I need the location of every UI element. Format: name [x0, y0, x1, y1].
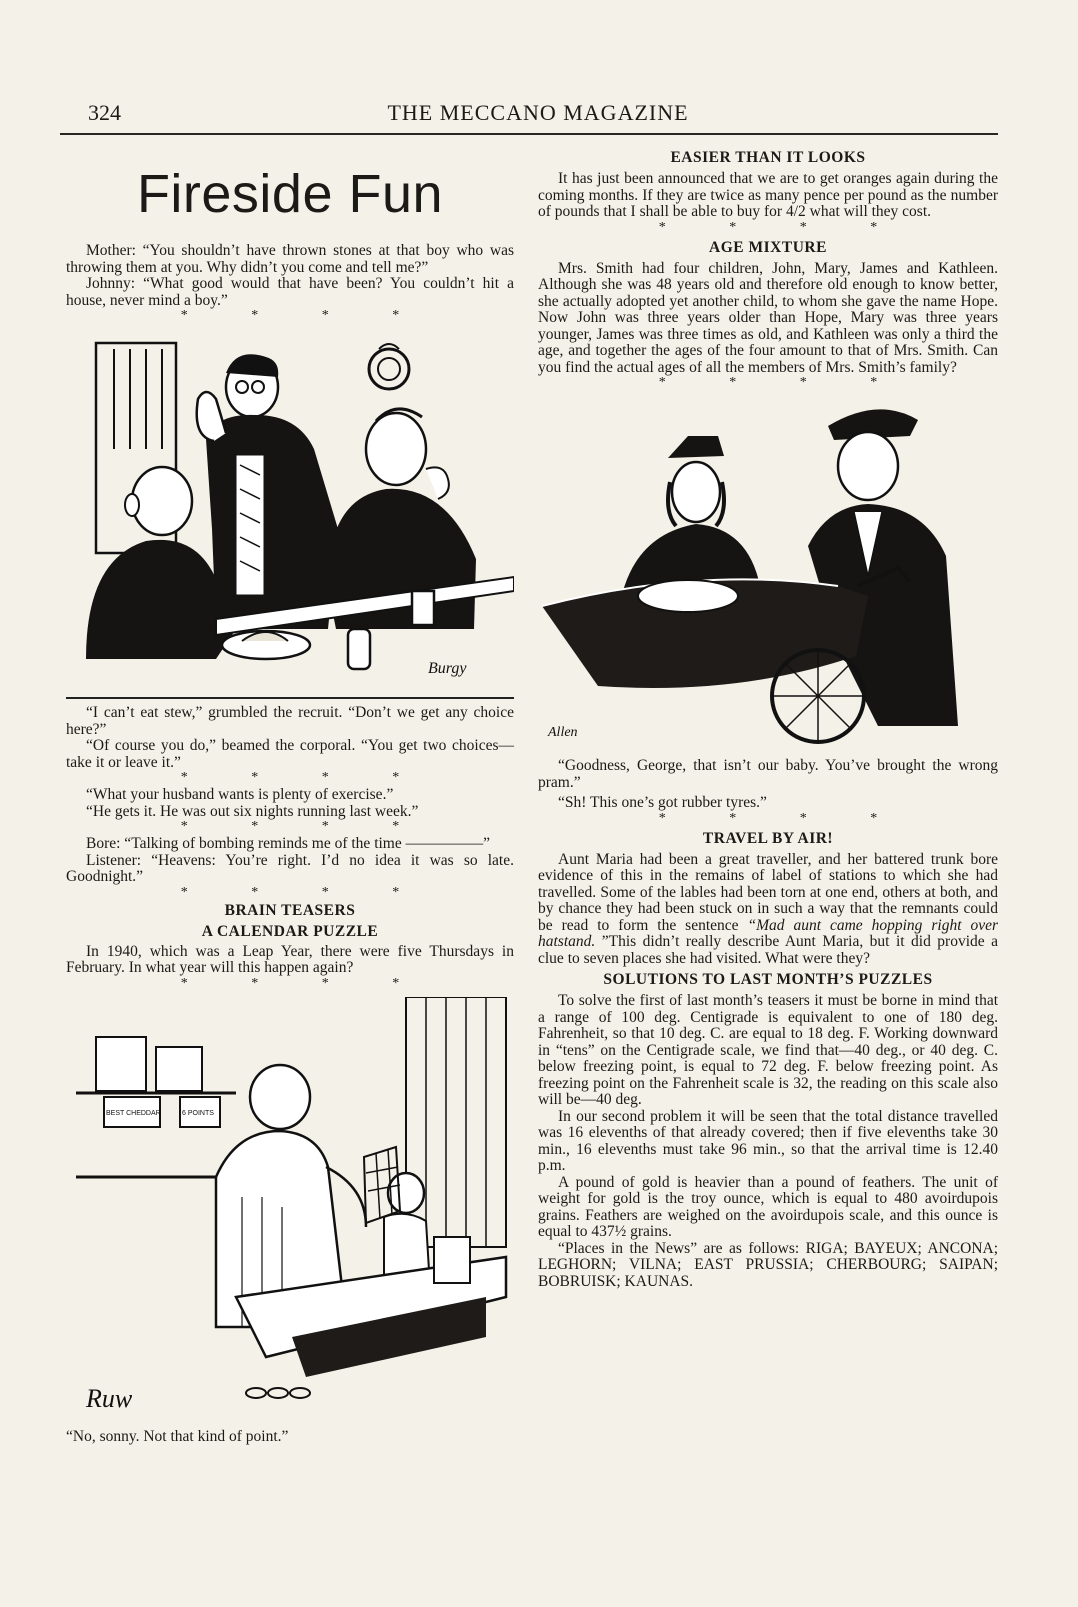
travel-text-part: Aunt Maria had been a great traveller, and her battered trunk bore evidence of this in the remains of label of stations to which she had travelled. Some of the lables had been torn at one end, others at both, and by chance they had been stuck on in such a way that the remnants could be read to form the sentence	[538, 850, 998, 934]
section-title: Fireside Fun	[136, 164, 444, 224]
stars-separator: * * * *	[180, 770, 430, 785]
easier-heading: EASIER THAN IT LOOKS	[670, 149, 866, 166]
travel-quote: “Mad aunt came hopping right over hatstand.	[538, 916, 998, 950]
solution-paragraph: “Places in the News” are as follows: RIGA; BAYEUX; ANCONA; LEGHORN; VILNA; EAST PRUSSIA; CHERBOURG; SAIPAN; BOBRUISK; KAUNAS.	[538, 1239, 998, 1290]
joke-paragraph: Bore: “Talking of bombing reminds me of the time —————”	[86, 835, 490, 852]
solution-paragraph: In our second problem it will be seen that the total distance travelled was 16 elevenths of that already covered; then if five elevenths take 30 min., 16 elevenths must take 96 min., so that the arrival time is 12.40 p.m.	[538, 1107, 998, 1174]
solutions-heading: SOLUTIONS TO LAST MONTH’S PUZZLES	[603, 971, 933, 988]
joke-paragraph: “He gets it. He was out six nights running last week.”	[86, 802, 419, 820]
right-column	[538, 145, 998, 1290]
age-mixture-heading: AGE MIXTURE	[709, 238, 827, 256]
artist-signature: Allen	[548, 725, 578, 740]
travel-text	[538, 852, 998, 968]
shop-sign-points-text: 6 POINTS	[182, 1109, 214, 1117]
travel-text-part: ”This didn’t really describe Aunt Maria, but it did provide a clue to seven places she had visited. What were they?	[538, 933, 998, 967]
joke-paragraph: Listener: “Heavens: You’re right. I’d no idea it was so late. Goodnight.”	[66, 851, 514, 885]
left-column	[66, 145, 514, 1445]
shop-sign-cheddar-text: BEST CHEDDAR	[106, 1109, 161, 1117]
stars-separator: * * * *	[658, 810, 908, 826]
stars-separator: * * * *	[658, 375, 908, 390]
stars-separator: * * * *	[180, 819, 430, 834]
stars-separator: * * * *	[658, 219, 908, 235]
easier-text: It has just been announced that we are to get oranges again during the coming months. If they are twice as many pence per pound as the number of pounds that I shall be able to buy for 4/2 what will they cost.	[538, 170, 998, 220]
cartoon-grocer	[66, 997, 514, 1423]
mug-illustration	[412, 591, 434, 625]
page-header	[88, 100, 988, 132]
solution-paragraph: A pound of gold is heavier than a pound of feathers. The unit of weight for gold is the troy ounce, which is equal to 480 avoirdupois grains. Feathers are weighed on the avoirdupois scale, and this ounce is equal to 437½ grains.	[538, 1173, 998, 1240]
calendar-puzzle-text: In 1940, which was a Leap Year, there were five Thursdays in February. In what year will this happen again?	[66, 942, 514, 976]
joke-paragraph: Mother: “You shouldn’t have thrown stones at that boy who was throwing them at you. Why didn’t you come and tell me?”	[66, 242, 514, 276]
page-number: 324	[88, 100, 121, 125]
magazine-title: THE MECCANO MAGAZINE	[387, 100, 689, 125]
cartoon-caption: “No, sonny. Not that kind of point.”	[66, 1427, 289, 1445]
stars-separator: * * * *	[180, 975, 430, 991]
joke-paragraph: Johnny: “What good would that have been? You couldn’t hit a house, never mind a boy.”	[66, 275, 514, 309]
stars-separator: * * * *	[180, 308, 430, 323]
travel-heading: TRAVEL BY AIR!	[702, 829, 834, 847]
age-mixture-text: Mrs. Smith had four children, John, Mary, James and Kathleen. Although she was 48 years old and therefore old enough to know better, she actually adopted yet another child, to whom she gave the name Hope. Now John was three years older than Hope, Mary was three years younger, James was three times as old, and Kathleen was only a third the age, and together the ages of the four amount to that of Mrs. Smith. Can you find the actual ages of all the members of Mrs. Smith’s family?	[538, 259, 998, 376]
cartoon-rule	[66, 697, 514, 699]
cartoon-caption: “Sh! This one’s got rubber tyres.”	[558, 794, 767, 811]
joke-paragraph: “Of course you do,” beamed the corporal. “You get two choices—take it or leave it.”	[66, 737, 514, 771]
header-rule	[60, 133, 998, 135]
solution-paragraph: To solve the first of last month’s teasers it must be borne in mind that a range of 100 deg. Centigrade is equivalent to one of 180 deg. Fahrenheit, so that 10 deg. C. are equal to 18 deg. F. Working downward in “tens” on the Centigrade scale, we find that—40 deg., or 40 deg. C. below freezing point, is equal to 72 deg. F. below freezing point. As freezing point on the Fahrenheit scale is 32, the reading on this scale also will be—40 deg.	[538, 992, 998, 1108]
cartoon-mess-hall	[66, 329, 514, 691]
calendar-puzzle-heading: A CALENDAR PUZZLE	[201, 922, 379, 940]
cartoon-caption: “Goodness, George, that isn’t our baby. You’ve brought the wrong pram.”	[538, 757, 998, 791]
joke-paragraph: “What your husband wants is plenty of exercise.”	[86, 786, 394, 803]
salt-shaker-illustration	[348, 629, 370, 669]
joke-paragraph: “I can’t eat stew,” grumbled the recruit. “Don’t we get any choice here?”	[66, 704, 514, 738]
cartoon-pram	[538, 396, 998, 752]
artist-signature: Burgy	[428, 660, 467, 677]
artist-signature: Ruw	[86, 1383, 133, 1413]
brain-teasers-heading: BRAIN TEASERS	[224, 901, 356, 919]
stars-separator: * * * *	[180, 884, 430, 900]
